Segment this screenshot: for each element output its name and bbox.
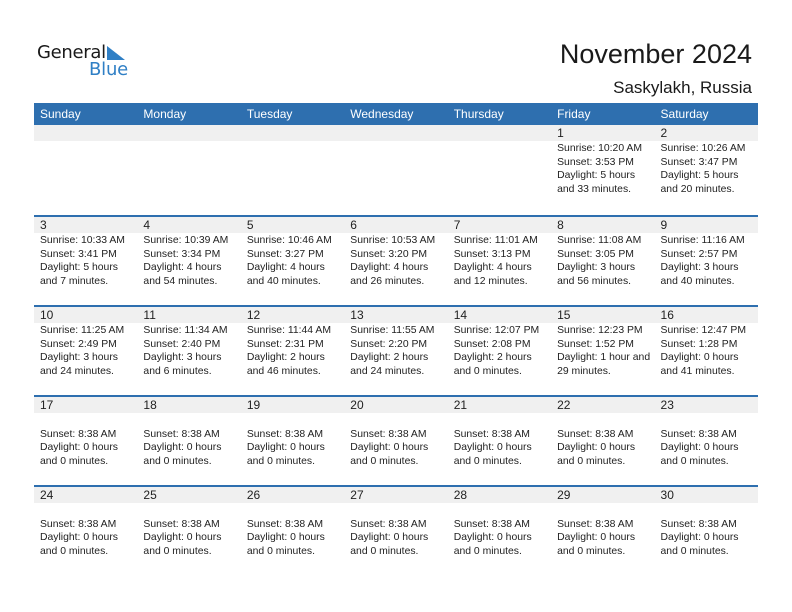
day-cell <box>551 487 654 575</box>
day-number: 22 <box>557 398 571 412</box>
sunset-time: Sunset: 2:20 PM <box>350 338 428 350</box>
sun-info <box>454 428 551 469</box>
day-number: 4 <box>143 218 151 232</box>
daylight-duration: and 0 minutes. <box>660 455 729 467</box>
daylight-duration: and 33 minutes. <box>557 183 632 195</box>
week-days <box>34 217 758 305</box>
day-cell <box>34 307 137 395</box>
day-number: 1 <box>557 126 564 140</box>
sunset-time: Sunset: 3:47 PM <box>660 156 738 168</box>
sunset-time: Sunset: 8:38 AM <box>246 428 324 440</box>
day-cell <box>34 487 137 575</box>
day-number <box>247 125 344 141</box>
day-cell <box>34 125 137 215</box>
sun-info <box>661 234 758 288</box>
sun-info <box>350 428 447 469</box>
weekday-friday: Friday <box>557 107 591 121</box>
calendar-week-row <box>34 215 758 305</box>
sunset-time: Sunset: 3:13 PM <box>453 248 531 260</box>
calendar-week-row <box>34 305 758 395</box>
sunset-time: Sunset: 8:38 AM <box>557 428 634 440</box>
daylight-duration: Daylight: 0 hours <box>453 532 532 543</box>
sunrise-time: Sunrise: 11:16 AM <box>660 235 745 246</box>
daylight-duration: and 40 minutes. <box>246 275 321 287</box>
sun-info <box>350 518 447 559</box>
calendar-grid <box>34 103 758 575</box>
daylight-duration: Daylight: 0 hours <box>557 532 636 543</box>
day-cell <box>137 397 240 485</box>
daylight-duration: Daylight: 3 hours <box>557 262 636 273</box>
sun-info <box>661 518 758 559</box>
sun-info <box>661 428 758 469</box>
sun-info <box>557 234 654 288</box>
day-cell <box>241 217 344 305</box>
daylight-duration: and 26 minutes. <box>350 275 425 287</box>
day-number: 19 <box>246 398 261 412</box>
daylight-duration: Daylight: 0 hours <box>660 532 739 543</box>
day-number <box>40 125 137 141</box>
day-cell <box>241 125 344 215</box>
sunset-time: Sunset: 3:05 PM <box>557 248 634 260</box>
day-cell <box>241 307 344 395</box>
sunset-time: Sunset: 1:52 PM <box>557 338 634 350</box>
daylight-duration: Daylight: 0 hours <box>246 532 325 543</box>
daylight-duration: and 20 minutes. <box>660 183 735 195</box>
daylight-duration: and 6 minutes. <box>143 365 212 377</box>
sun-info <box>40 428 137 469</box>
daylight-duration: Daylight: 4 hours <box>350 262 429 273</box>
daylight-duration: and 0 minutes. <box>143 455 212 467</box>
day-cell <box>655 307 758 395</box>
day-number: 8 <box>557 218 564 232</box>
calendar-week-row <box>34 395 758 485</box>
weekday-sunday: Sunday <box>40 107 81 121</box>
daylight-duration: Daylight: 2 hours <box>246 352 325 363</box>
day-number: 13 <box>350 308 364 322</box>
sunset-time: Sunset: 8:38 AM <box>660 518 737 530</box>
sun-info <box>40 324 137 378</box>
daylight-duration: and 54 minutes. <box>143 275 218 287</box>
day-number: 3 <box>40 218 47 232</box>
daylight-duration: Daylight: 5 hours <box>660 170 739 181</box>
daylight-duration: Daylight: 3 hours <box>660 262 739 273</box>
daylight-duration: and 46 minutes. <box>246 365 321 377</box>
calendar-weeks <box>34 125 758 575</box>
daylight-duration: and 0 minutes. <box>40 455 109 467</box>
daylight-duration: and 0 minutes. <box>143 545 212 557</box>
day-number: 10 <box>40 308 54 322</box>
sunrise-time: Sunrise: 10:20 AM <box>557 143 643 154</box>
daylight-duration: Daylight: 2 hours <box>350 352 429 363</box>
sunrise-time: Sunrise: 11:08 AM <box>557 235 642 246</box>
logo-triangle-icon <box>107 46 125 60</box>
daylight-duration: Daylight: 0 hours <box>660 352 739 363</box>
sun-info <box>557 518 654 559</box>
day-number <box>350 125 447 141</box>
sunset-time: Sunset: 3:20 PM <box>350 248 428 260</box>
weekday-header <box>34 103 758 125</box>
sunrise-time: Sunrise: 12:23 PM <box>557 325 643 336</box>
day-number: 7 <box>453 218 461 232</box>
day-number: 11 <box>143 308 156 322</box>
weekday-tuesday: Tuesday <box>246 107 293 121</box>
sunrise-time: Sunrise: 12:07 PM <box>453 325 540 336</box>
sunset-time: Sunset: 8:38 AM <box>350 428 427 440</box>
sunset-time: Sunset: 3:41 PM <box>40 248 117 260</box>
daylight-duration: Daylight: 5 hours <box>40 262 118 273</box>
sunrise-time: Sunrise: 11:34 AM <box>143 325 228 336</box>
daylight-duration: Daylight: 2 hours <box>453 352 532 363</box>
sunset-time: Sunset: 8:38 AM <box>143 518 220 530</box>
daylight-duration: Daylight: 3 hours <box>40 352 118 363</box>
day-number: 16 <box>660 308 674 322</box>
sun-info <box>143 234 240 288</box>
daylight-duration: and 0 minutes. <box>557 455 626 467</box>
sunrise-time: Sunrise: 10:26 AM <box>660 143 746 154</box>
day-number: 29 <box>557 488 571 502</box>
weekday-saturday: Saturday <box>660 107 709 121</box>
day-number <box>143 125 240 141</box>
sun-info <box>454 324 551 378</box>
daylight-duration: and 24 minutes. <box>40 365 114 377</box>
sun-info <box>247 428 344 469</box>
day-cell <box>344 217 447 305</box>
day-cell <box>655 125 758 215</box>
sunrise-time: Sunrise: 11:44 AM <box>246 325 331 336</box>
day-cell <box>448 307 551 395</box>
sun-info <box>40 518 137 559</box>
day-cell <box>241 397 344 485</box>
daylight-duration: and 0 minutes. <box>350 455 419 467</box>
daylight-duration: and 7 minutes. <box>40 275 109 287</box>
weekday-thursday: Thursday <box>453 107 504 121</box>
sun-info <box>557 142 654 196</box>
sun-info <box>661 324 758 378</box>
sunrise-time: Sunrise: 10:53 AM <box>350 235 436 246</box>
sun-info <box>247 234 344 288</box>
sunrise-time: Sunrise: 10:33 AM <box>40 235 125 246</box>
day-cell <box>551 307 654 395</box>
sunset-time: Sunset: 8:38 AM <box>143 428 220 440</box>
daylight-duration: Daylight: 0 hours <box>660 442 739 453</box>
day-number: 18 <box>143 398 157 412</box>
day-number: 23 <box>660 398 674 412</box>
daylight-duration: and 0 minutes. <box>246 545 316 557</box>
sunrise-time: Sunrise: 11:01 AM <box>453 235 538 246</box>
daylight-duration: Daylight: 0 hours <box>350 442 429 453</box>
day-cell <box>344 307 447 395</box>
daylight-duration: and 41 minutes. <box>660 365 735 377</box>
day-cell <box>241 487 344 575</box>
day-number: 9 <box>660 218 668 232</box>
week-days <box>34 125 758 215</box>
sunset-time: Sunset: 2:57 PM <box>660 248 738 260</box>
day-number: 30 <box>660 488 674 502</box>
daylight-duration: and 0 minutes. <box>246 455 316 467</box>
day-cell <box>655 397 758 485</box>
day-cell <box>551 217 654 305</box>
week-days <box>34 397 758 485</box>
sunset-time: Sunset: 2:49 PM <box>40 338 117 350</box>
sunset-time: Sunset: 3:27 PM <box>246 248 324 260</box>
day-number: 12 <box>246 308 261 322</box>
day-cell <box>344 397 447 485</box>
day-cell <box>448 125 551 215</box>
daylight-duration: and 0 minutes. <box>350 545 419 557</box>
weekday-monday: Monday <box>143 107 187 121</box>
daylight-duration: Daylight: 0 hours <box>350 532 429 543</box>
day-cell <box>448 487 551 575</box>
sunset-time: Sunset: 3:34 PM <box>143 248 221 260</box>
day-number: 2 <box>660 126 668 140</box>
daylight-duration: and 0 minutes. <box>660 545 729 557</box>
day-cell <box>137 125 240 215</box>
sunset-time: Sunset: 8:38 AM <box>246 518 324 530</box>
sun-info <box>350 324 447 378</box>
day-number: 17 <box>40 398 54 412</box>
general-blue-logo <box>37 42 137 82</box>
daylight-duration: Daylight: 1 hour and <box>557 352 651 363</box>
daylight-duration: Daylight: 0 hours <box>143 532 222 543</box>
sun-info <box>143 324 240 378</box>
sun-info <box>350 234 447 288</box>
day-number: 26 <box>246 488 261 502</box>
sun-info <box>557 428 654 469</box>
sunset-time: Sunset: 8:38 AM <box>453 518 530 530</box>
sun-info <box>143 518 240 559</box>
sunset-time: Sunset: 3:53 PM <box>557 156 634 168</box>
daylight-duration: Daylight: 0 hours <box>40 532 118 543</box>
daylight-duration: and 0 minutes. <box>453 365 522 377</box>
daylight-duration: and 0 minutes. <box>557 545 626 557</box>
daylight-duration: Daylight: 4 hours <box>453 262 532 273</box>
day-cell <box>344 125 447 215</box>
sunset-time: Sunset: 2:40 PM <box>143 338 221 350</box>
daylight-duration: Daylight: 0 hours <box>246 442 325 453</box>
day-cell <box>137 307 240 395</box>
sunset-time: Sunset: 1:28 PM <box>660 338 738 350</box>
sun-info <box>143 428 240 469</box>
daylight-duration: Daylight: 0 hours <box>557 442 636 453</box>
weekday-wednesday: Wednesday <box>350 107 414 121</box>
sun-info <box>661 142 758 196</box>
daylight-duration: Daylight: 0 hours <box>40 442 118 453</box>
daylight-duration: and 56 minutes. <box>557 275 632 287</box>
day-number: 20 <box>350 398 364 412</box>
calendar-week-row <box>34 485 758 575</box>
day-cell <box>34 397 137 485</box>
sun-info <box>40 234 137 288</box>
sunset-time: Sunset: 8:38 AM <box>660 428 737 440</box>
day-number: 5 <box>246 218 254 232</box>
calendar-week-row <box>34 125 758 215</box>
sunset-time: Sunset: 2:31 PM <box>246 338 324 350</box>
day-number: 25 <box>143 488 157 502</box>
sun-info <box>454 234 551 288</box>
logo-text-general: General <box>37 42 106 63</box>
day-cell <box>551 397 654 485</box>
location-subtitle: Saskylakh, Russia <box>613 78 752 97</box>
sun-info <box>454 518 551 559</box>
day-cell <box>137 217 240 305</box>
daylight-duration: Daylight: 4 hours <box>143 262 222 273</box>
daylight-duration: and 0 minutes. <box>453 455 522 467</box>
week-days <box>34 487 758 575</box>
sunset-time: Sunset: 8:38 AM <box>350 518 427 530</box>
sunrise-time: Sunrise: 10:46 AM <box>246 235 332 246</box>
sunrise-time: Sunrise: 10:39 AM <box>143 235 229 246</box>
daylight-duration: and 12 minutes. <box>453 275 528 287</box>
daylight-duration: Daylight: 0 hours <box>143 442 222 453</box>
sunset-time: Sunset: 8:38 AM <box>40 518 117 530</box>
sunrise-time: Sunrise: 12:47 PM <box>660 325 747 336</box>
day-number: 21 <box>453 398 468 412</box>
day-cell <box>448 397 551 485</box>
sunrise-time: Sunrise: 11:55 AM <box>350 325 435 336</box>
daylight-duration: and 24 minutes. <box>350 365 425 377</box>
logo-text-blue: Blue <box>89 59 129 80</box>
sunset-time: Sunset: 8:38 AM <box>557 518 634 530</box>
sunset-time: Sunset: 2:08 PM <box>453 338 531 350</box>
sun-info <box>247 518 344 559</box>
day-cell <box>551 125 654 215</box>
day-cell <box>344 487 447 575</box>
day-cell <box>448 217 551 305</box>
day-number: 14 <box>453 308 468 322</box>
daylight-duration: Daylight: 4 hours <box>246 262 325 273</box>
daylight-duration: Daylight: 5 hours <box>557 170 636 181</box>
sunset-time: Sunset: 8:38 AM <box>40 428 117 440</box>
daylight-duration: Daylight: 3 hours <box>143 352 222 363</box>
day-cell <box>655 487 758 575</box>
week-days <box>34 307 758 395</box>
day-number: 24 <box>40 488 54 502</box>
daylight-duration: 29 minutes. <box>557 365 611 377</box>
day-number <box>454 125 551 141</box>
day-cell <box>137 487 240 575</box>
day-number: 6 <box>350 218 357 232</box>
day-number: 28 <box>453 488 468 502</box>
day-number: 27 <box>350 488 364 502</box>
sun-info <box>557 324 654 378</box>
daylight-duration: and 0 minutes. <box>453 545 522 557</box>
daylight-duration: and 0 minutes. <box>40 545 109 557</box>
day-number: 15 <box>557 308 571 322</box>
sun-info <box>247 324 344 378</box>
sunrise-time: Sunrise: 11:25 AM <box>40 325 125 336</box>
day-cell <box>34 217 137 305</box>
daylight-duration: and 40 minutes. <box>660 275 735 287</box>
day-cell <box>655 217 758 305</box>
page-title: November 2024 <box>559 39 752 69</box>
daylight-duration: Daylight: 0 hours <box>453 442 532 453</box>
sunset-time: Sunset: 8:38 AM <box>453 428 530 440</box>
